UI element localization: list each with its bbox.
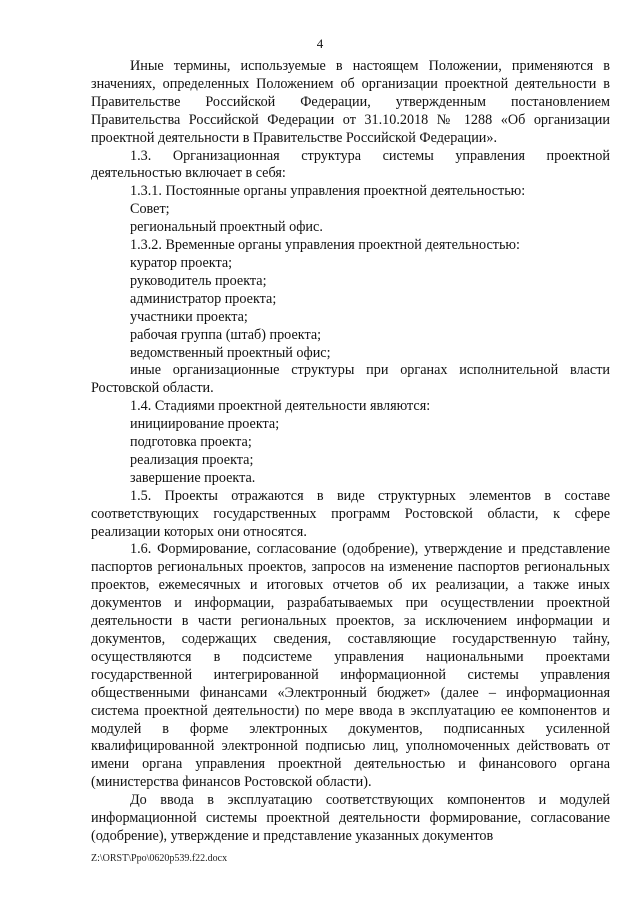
list-item: ведомственный проектный офис; xyxy=(130,344,331,361)
list-item: руководитель проекта; xyxy=(130,272,267,289)
paragraph-1-3-1: 1.3.1. Постоянные органы управления проектной деятельностью: xyxy=(130,183,526,200)
list-item: участники проекта; xyxy=(130,308,248,325)
list-item: администратор проекта; xyxy=(130,290,277,307)
list-item: реализация проекта; xyxy=(130,451,254,468)
document-body xyxy=(91,58,610,846)
paragraph-1-3-2: 1.3.2. Временные органы управления проектной деятельностью: xyxy=(130,237,520,254)
paragraph-terms: Иные термины, используемые в настоящем Положении, применяются в значениях, определенных Положением об организации проектной деятельности в Правительстве Российской Федерации, утвержденным постановлением Правительства Российской Федерации от 31.10.2018 № 1288 «Об организации проектной деятельности в Правительстве Российской Федерации». xyxy=(91,58,610,146)
paragraph-before-commissioning: До ввода в эксплуатацию соответствующих компонентов и модулей информационной системы проектной деятельности формирование, согласование (одобрение), утверждение и представление указанных документов xyxy=(91,792,610,844)
list-item: инициирование проекта; xyxy=(130,416,280,433)
paragraph-1-3: 1.3. Организационная структура системы управления проектной деятельностью включает в себя: xyxy=(91,147,610,182)
list-item: завершение проекта. xyxy=(130,469,256,486)
list-item: рабочая группа (штаб) проекта; xyxy=(130,326,322,343)
file-path-footer: Z:\ORST\Ppo\0620p539.f22.docx xyxy=(91,853,228,864)
list-item: куратор проекта; xyxy=(130,254,233,271)
list-item: Совет; xyxy=(130,201,170,218)
paragraph-1-6: 1.6. Формирование, согласование (одобрение), утверждение и представление паспортов региональных проектов, запросов на изменение паспортов региональных проектов, ежемесячных и итоговых отчетов об их реализации, а также иных документов и информации, разрабатываемых при осуществлении проектной деятельности в части региональных проектов, за исключением информации и документов, содержащих сведения, составляющие государственную тайну, осуществляются в подсистеме управления национальными проектами государственной интегрированной информационной системы управления общественными финансами «Электронный бюджет» (далее – информационная система проектной деятельности) по мере ввода в эксплуатацию ее компонентов и модулей в форме электронных документов, подписанных усиленной квалифицированной электронной подписью лиц, уполномоченных действовать от имени органа управления проектной деятельностью и финансового органа (министерства финансов Ростовской области). xyxy=(91,541,610,791)
page-number: 4 xyxy=(316,36,324,51)
paragraph-1-5: 1.5. Проекты отражаются в виде структурных элементов в составе соответствующих государственных программ Ростовской области, к сфере реализации которых они относятся. xyxy=(91,487,610,540)
list-item-other-structures: иные организационные структуры при органах исполнительной власти Ростовской области. xyxy=(91,362,610,397)
paragraph-1-4: 1.4. Стадиями проектной деятельности являются: xyxy=(130,398,431,415)
list-item: региональный проектный офис. xyxy=(130,219,323,236)
list-item: подготовка проекта; xyxy=(130,434,252,451)
